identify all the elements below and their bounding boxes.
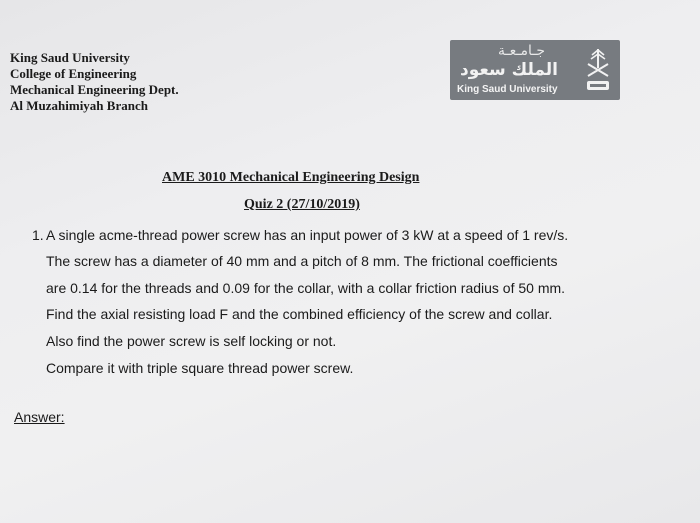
university-name: King Saud University <box>10 50 130 65</box>
question-line: The screw has a diameter of 40 mm and a pitch of 8 mm. The frictional coefficients <box>46 253 558 269</box>
logo-arabic-top: جـامـعـة <box>498 43 545 59</box>
logo-english-name: King Saud University <box>457 84 558 95</box>
college-name: College of Engineering <box>10 66 137 81</box>
quiz-title: Quiz 2 (27/10/2019) <box>244 197 360 212</box>
question-line: Find the axial resisting load F and the combined efficiency of the screw and collar. <box>46 306 553 322</box>
question-line: Also find the power screw is self locking or not. <box>46 333 337 349</box>
question-line: are 0.14 for the threads and 0.09 for the collar, with a collar friction radius of 50 mm. <box>46 280 566 296</box>
university-logo <box>450 40 620 100</box>
department-name: Mechanical Engineering Dept. <box>10 82 179 97</box>
institution-header <box>10 50 179 114</box>
branch-name: Al Muzahimiyah Branch <box>10 98 148 113</box>
logo-arabic-main: الملك سعود <box>460 60 558 80</box>
palm-swords-emblem-icon <box>584 46 612 94</box>
course-title: AME 3010 Mechanical Engineering Design <box>162 170 420 185</box>
answer-label: Answer: <box>14 409 65 425</box>
question-line: Compare it with triple square thread power screw. <box>46 360 354 376</box>
question-line: A single acme-thread power screw has an input power of 3 kW at a speed of 1 rev/s. <box>46 227 569 243</box>
question-number: 1. <box>32 227 44 243</box>
